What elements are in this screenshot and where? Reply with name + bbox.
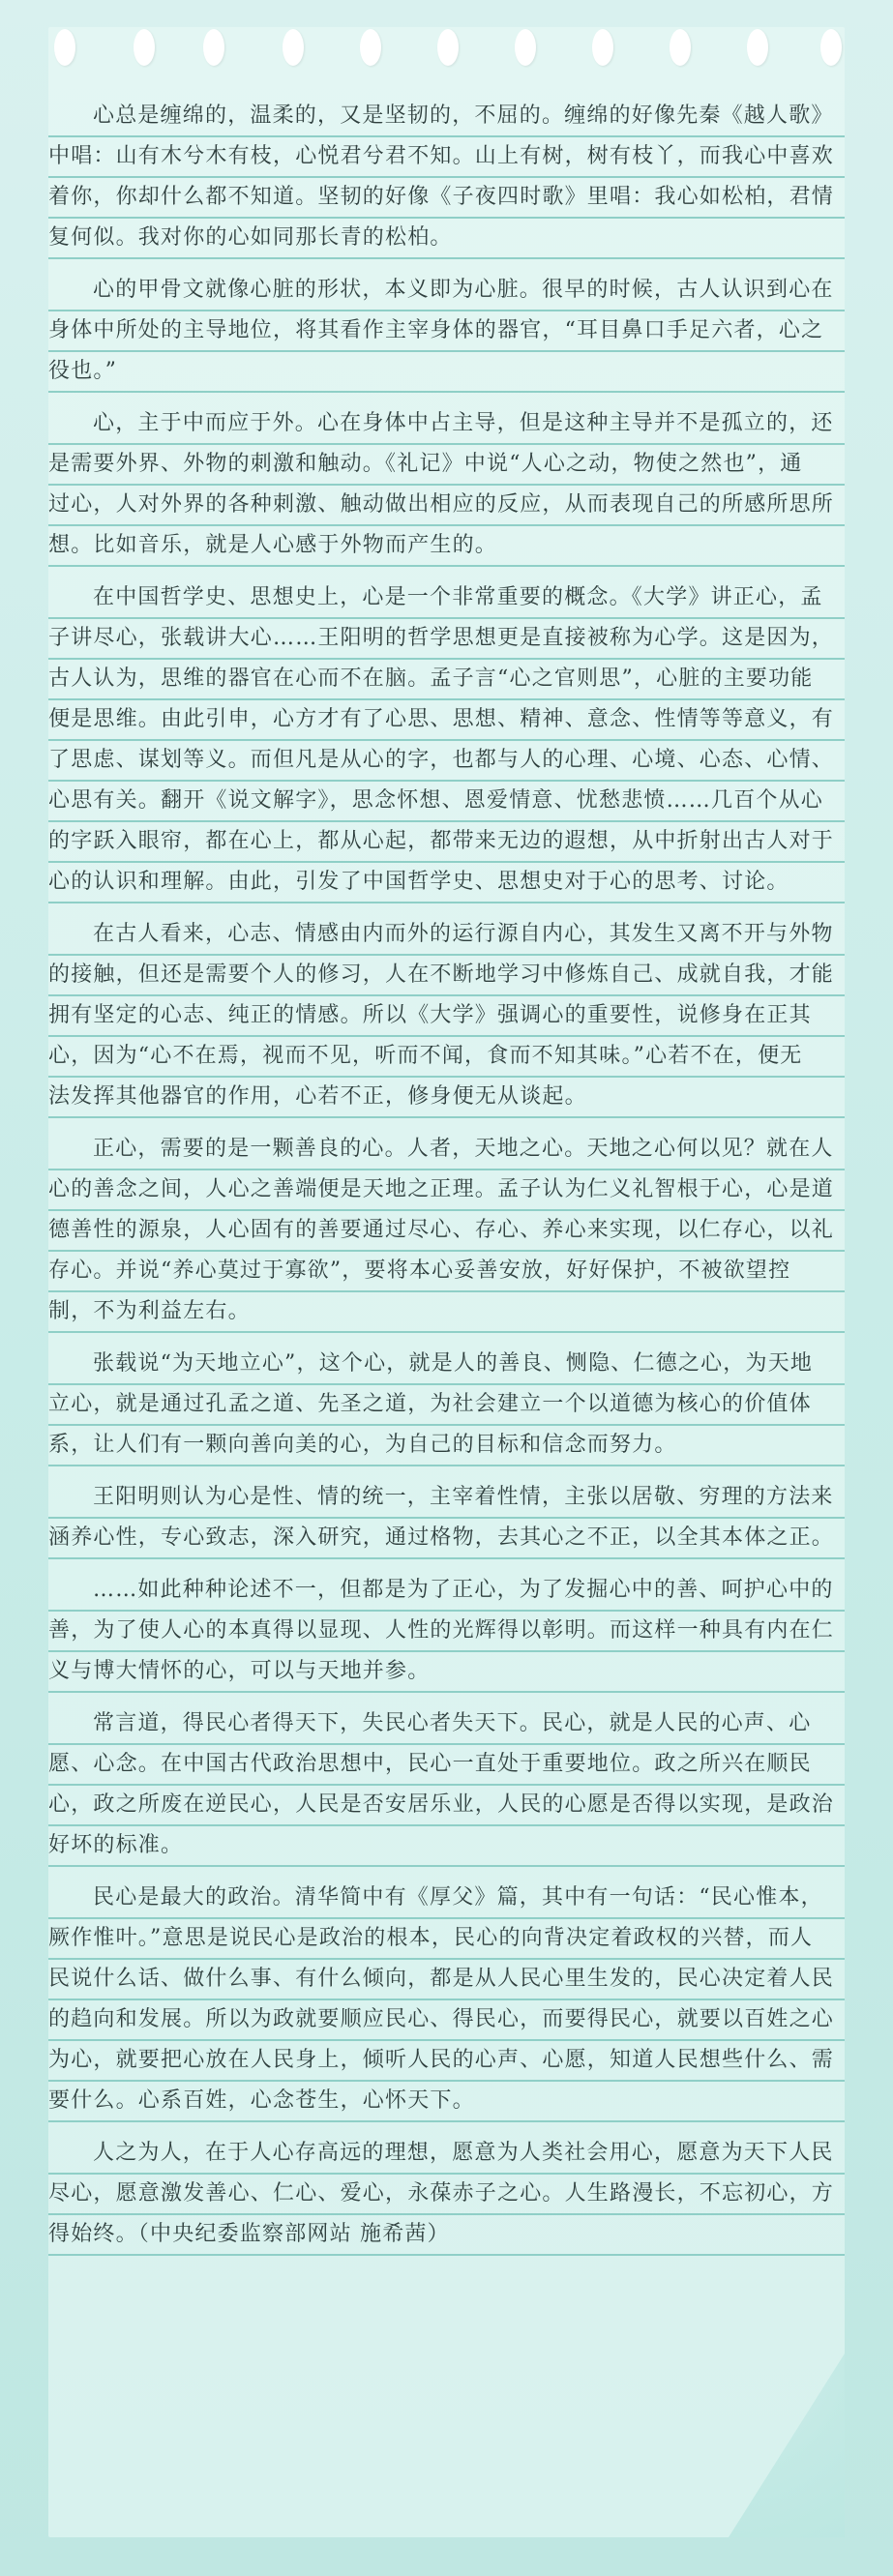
text-line: 心的善念之间，人心之善端便是天地之正理。孟子认为仁义礼智根于心，心是道: [48, 1170, 845, 1211]
text-line: 民心是最大的政治。清华简中有《厚父》篇，其中有一句话：“民心惟本，: [48, 1879, 845, 1919]
binder-hole: [437, 29, 459, 66]
text-line: 古人认为，思维的器官在心而不在脑。孟子言“心之官则思”，心脏的主要功能: [48, 660, 845, 700]
text-line: 拥有坚定的心志、纯正的情感。所以《大学》强调心的重要性，说修身在正其: [48, 996, 845, 1037]
text-line: 役也。”: [48, 352, 845, 393]
paragraph: [48, 1879, 845, 2122]
text-line: 在古人看来，心志、情感由内而外的运行源自内心，其发生又离不开与外物: [48, 915, 845, 956]
paragraph-gap: [48, 1869, 845, 1879]
binder-hole: [670, 29, 691, 66]
text-line: 张载说“为天地立心”，这个心，就是人的善良、恻隐、仁德之心，为天地: [48, 1345, 845, 1385]
text-line: 的字跃入眼帘，都在心上，都从心起，都带来无边的遐想，从中折射出古人对于: [48, 822, 845, 863]
paragraph: [48, 97, 845, 259]
paragraph: [48, 915, 845, 1118]
text-line: 心总是缠绵的，温柔的，又是坚韧的，不屈的。缠绵的好像先秦《越人歌》: [48, 97, 845, 137]
paragraph: [48, 578, 845, 903]
text-line: 着你，你却什么都不知道。坚韧的好像《子夜四时歌》里唱：我心如松柏，君情: [48, 178, 845, 219]
paragraph: [48, 271, 845, 393]
binder-hole: [54, 29, 75, 66]
text-line: 想。比如音乐，就是人心感于外物而产生的。: [48, 526, 845, 567]
paragraph: [48, 1704, 845, 1867]
text-line: 心思有关。翻开《说文解字》，思念怀想、恩爱情意、忧愁悲愤……几百个从心: [48, 782, 845, 822]
text-line: 中唱：山有木兮木有枝，心悦君兮君不知。山上有树，树有枝丫，而我心中喜欢: [48, 137, 845, 178]
paragraph: [48, 1345, 845, 1466]
text-line: 立心，就是通过孔孟之道、先圣之道，为社会建立一个以道德为核心的价值体: [48, 1385, 845, 1426]
text-line: 过心，人对外界的各种刺激、触动做出相应的反应，从而表现自己的所感所思所: [48, 486, 845, 526]
text-line: 的接触，但还是需要个人的修习，人在不断地学习中修炼自己、成就自我，才能: [48, 956, 845, 996]
paragraph-gap: [48, 1561, 845, 1571]
text-line: 义与博大情怀的心，可以与天地并参。: [48, 1652, 845, 1693]
binder-hole: [134, 29, 155, 66]
paragraph: [48, 404, 845, 567]
text-line: 制，不为利益左右。: [48, 1292, 845, 1333]
paragraph-gap: [48, 1335, 845, 1345]
text-line: 要什么。心系百姓，心念苍生，心怀天下。: [48, 2082, 845, 2122]
text-line: ……如此种种论述不一，但都是为了正心，为了发掘心中的善、呵护心中的: [48, 1571, 845, 1612]
text-line: 存心。并说“养心莫过于寡欲”，要将本心妥善安放，好好保护，不被欲望控: [48, 1252, 845, 1292]
paragraph-gap: [48, 261, 845, 271]
binder-hole: [203, 29, 224, 66]
paragraph: [48, 1571, 845, 1693]
text-line: 人之为人，在于人心存高远的理想，愿意为人类社会用心，愿意为天下人民: [48, 2134, 845, 2175]
text-line: 在中国哲学史、思想史上，心是一个非常重要的概念。《大学》讲正心，孟: [48, 578, 845, 619]
text-line: 好坏的标准。: [48, 1826, 845, 1867]
text-line: 德善性的源泉，人心固有的善要通过尽心、存心、养心来实现，以仁存心，以礼: [48, 1211, 845, 1252]
text-line: 心，政之所废在逆民心，人民是否安居乐业，人民的心愿是否得以实现，是政治: [48, 1786, 845, 1826]
binder-hole: [515, 29, 536, 66]
binder-hole: [360, 29, 381, 66]
text-line: 心的甲骨文就像心脏的形状，本义即为心脏。很早的时候，古人认识到心在: [48, 271, 845, 311]
text-line: 正心，需要的是一颗善良的心。人者，天地之心。天地之心何以见？就在人: [48, 1130, 845, 1170]
paragraph-gap: [48, 1468, 845, 1478]
paragraph-gap: [48, 905, 845, 915]
paragraph-gap: [48, 1695, 845, 1704]
text-line: 愿、心念。在中国古代政治思想中，民心一直处于重要地位。政之所兴在顺民: [48, 1745, 845, 1786]
binder-hole: [283, 29, 304, 66]
text-line: 便是思维。由此引申，心方才有了心思、思想、精神、意念、性情等等意义，有: [48, 700, 845, 741]
binder-holes: [0, 29, 893, 87]
text-line: 法发挥其他器官的作用，心若不正，修身便无从谈起。: [48, 1078, 845, 1118]
text-line: 子讲尽心，张载讲大心……王阳明的哲学思想更是直接被称为心学。这是因为，: [48, 619, 845, 660]
text-line: 常言道，得民心者得天下，失民心者失天下。民心，就是人民的心声、心: [48, 1704, 845, 1745]
paragraph-gap: [48, 2124, 845, 2134]
text-line: 心，主于中而应于外。心在身体中占主导，但是这种主导并不是孤立的，还: [48, 404, 845, 445]
text-line: 善，为了使人心的本真得以显现、人性的光辉得以彰明。而这样一种具有内在仁: [48, 1612, 845, 1652]
text-line: 是需要外界、外物的刺激和触动。《礼记》中说“人心之动，物使之然也”，通: [48, 445, 845, 486]
text-line: 的趋向和发展。所以为政就要顺应民心、得民心，而要得民心，就要以百姓之心: [48, 2000, 845, 2041]
text-line: 系，让人们有一颗向善向美的心，为自己的目标和信念而努力。: [48, 1426, 845, 1466]
text-line: 尽心，愿意激发善心、仁心、爱心，永葆赤子之心。人生路漫长，不忘初心，方: [48, 2175, 845, 2215]
text-line: 得始终。（中央纪委监察部网站 施希茜）: [48, 2215, 845, 2256]
paragraph-gap: [48, 395, 845, 404]
article-body: [48, 97, 845, 2267]
text-line: 王阳明则认为心是性、情的统一，主宰着性情，主张以居敬、穷理的方法来: [48, 1478, 845, 1519]
binder-hole: [592, 29, 613, 66]
text-line: 了思虑、谋划等义。而但凡是从心的字，也都与人的心理、心境、心态、心情、: [48, 741, 845, 782]
binder-hole: [747, 29, 768, 66]
text-line: 身体中所处的主导地位，将其看作主宰身体的器官，“耳目鼻口手足六者，心之: [48, 311, 845, 352]
text-line: 心，因为“心不在焉，视而不见，听而不闻，食而不知其味。”心若不在，便无: [48, 1037, 845, 1078]
text-line: 复何似。我对你的心如同那长青的松柏。: [48, 219, 845, 259]
text-line: 民说什么话、做什么事、有什么倾向，都是从人民心里生发的，民心决定着人民: [48, 1960, 845, 2000]
paragraph: [48, 1478, 845, 1559]
paragraph: [48, 1130, 845, 1333]
paragraph-gap: [48, 2258, 845, 2267]
text-line: 为心，就要把心放在人民身上，倾听人民的心声、心愿，知道人民想些什么、需: [48, 2041, 845, 2082]
text-line: 涵养心性，专心致志，深入研究，通过格物，去其心之不正，以全其本体之正。: [48, 1519, 845, 1559]
text-line: 厥作惟叶。”意思是说民心是政治的根本，民心的向背决定着政权的兴替，而人: [48, 1919, 845, 1960]
page-curl: [729, 2354, 845, 2537]
binder-hole: [820, 29, 842, 66]
paragraph: [48, 2134, 845, 2256]
paragraph-gap: [48, 1120, 845, 1130]
text-line: 心的认识和理解。由此，引发了中国哲学史、思想史对于心的思考、讨论。: [48, 863, 845, 903]
paragraph-gap: [48, 569, 845, 578]
